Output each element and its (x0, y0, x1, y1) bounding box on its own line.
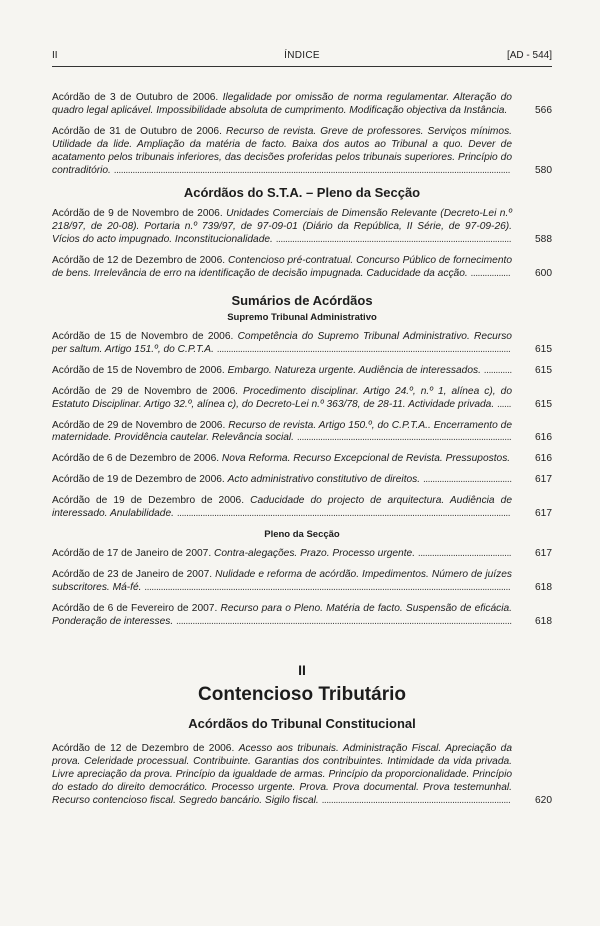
page-number: 580 (535, 164, 552, 176)
index-entry (52, 474, 552, 487)
entry-summary: Recurso de revista. Artigo 150.º, do C.P.T.A.. Encerramento de maternidade. Providência cautelar. Relevância social. (52, 419, 512, 444)
entry-summary: Contra-alegações. Prazo. Processo urgente. (214, 547, 416, 559)
entry-summary: Nulidade e reforma de acórdão. Impedimentos. Número de juízes subscritores. Má-fé. (52, 568, 512, 593)
index-content (52, 92, 552, 816)
index-entry (52, 331, 552, 357)
entry-summary: Acto administrativo constitutivo de direitos. (227, 474, 421, 486)
index-entry (52, 255, 552, 281)
index-entry (52, 603, 552, 629)
dot-leader: ...................................... (422, 474, 512, 486)
entry-text (52, 743, 512, 808)
entry-summary: Acesso aos tribunais. Administração Fiscal. Apreciação da prova. Celeridade processual. Contribuinte. Garantias dos contribuintes. Intimidade da vida privada. Livre apreciação da prova. Princípio da igualdade de armas. Princípio da proporcionalidade. Princípio do estado do direito democrático. Processo urgente. Prova. Prova documental. Prova testemunhal. Recurso contencioso fiscal. Segredo bancário. Sigilo fiscal. (52, 743, 512, 807)
page-number: 615 (535, 398, 552, 410)
dot-leader: ................................................................................. (321, 795, 511, 807)
entry-text (52, 386, 512, 412)
index-entry (52, 495, 552, 521)
entry-text (52, 365, 512, 378)
entry-text (52, 420, 512, 446)
page-number: 566 (535, 104, 552, 116)
header-reference: [AD - 544] (506, 50, 552, 61)
entry-date: Acórdão de 31 de Outubro de 2006. (52, 125, 222, 137)
entry-text (52, 548, 512, 561)
dot-leader: ...... (497, 398, 511, 410)
entry-date: Acórdão de 6 de Fevereiro de 2007. (52, 602, 218, 614)
page-number: 617 (535, 474, 552, 486)
entry-summary: Competência do Supremo Tribunal Administrativo. Recurso per saltum. Artigo 151.º, do C.P.T.A. (52, 330, 512, 355)
dot-leader: ................................................................................................................................................ (176, 615, 512, 627)
entry-text (52, 474, 512, 487)
index-entry (52, 569, 552, 595)
page-number: 616 (535, 432, 552, 444)
part-title: Contencioso Tributário (198, 684, 406, 706)
section-title-tc: Acórdãos do Tribunal Constitucional (188, 716, 416, 732)
page-number: 617 (535, 547, 552, 559)
dot-leader: ............................................................................................................................................... (176, 508, 511, 520)
entries-group-2 (52, 208, 552, 281)
entry-summary: Nova Reforma. Recurso Excepcional de Revista. Pressupostos. (221, 453, 511, 465)
entry-date: Acórdão de 3 de Outubro de 2006. (52, 92, 219, 103)
entry-summary: Embargo. Natureza urgente. Audiência de interessados. (227, 364, 481, 376)
index-entry (52, 365, 552, 378)
header-rule (52, 66, 552, 67)
entry-date: Acórdão de 15 de Novembro de 2006. (52, 364, 225, 376)
page-number: 615 (535, 364, 552, 376)
entry-text (52, 255, 512, 281)
entries-group-5 (52, 743, 552, 808)
entry-text (52, 569, 512, 595)
dot-leader: ............................................................................................ (296, 432, 512, 444)
entry-summary: Ilegalidade por omissão de norma regulamentar. Alteração do quadro legal aplicável. Impossibilidade absoluta de cumprimento. Modificação objectiva da Instância. (52, 92, 512, 116)
dot-leader: ................. (470, 268, 511, 280)
dot-leader: .............................................................................................................................. (216, 343, 511, 355)
entry-text (52, 603, 512, 629)
dot-leader: ............ (483, 364, 512, 376)
dot-leader: .......................................................................................................................................................................... (113, 164, 510, 176)
entry-summary: Caducidade do projecto de arquitectura. Audiência de interessado. Anulabilidade. (52, 495, 512, 520)
section-title-sumarios: Sumários de Acórdãos (231, 292, 373, 308)
header-left: II (52, 50, 58, 61)
entry-date: Acórdão de 19 de Dezembro de 2006. (52, 474, 225, 486)
page-number: 618 (535, 615, 552, 627)
page-number: 588 (535, 234, 552, 246)
entry-date: Acórdão de 29 de Novembro de 2006. (52, 419, 226, 431)
index-entry (52, 386, 552, 412)
entry-text (52, 495, 512, 521)
index-entry (52, 420, 552, 446)
part-number: II (298, 662, 306, 679)
index-entry (52, 126, 552, 178)
page-number: 600 (535, 268, 552, 280)
entry-date: Acórdão de 12 de Dezembro de 2006. (52, 255, 226, 267)
entry-summary: Recurso para o Pleno. Matéria de facto. Suspensão de eficácia. Ponderação de interesses. (52, 602, 512, 627)
page-number: 620 (535, 795, 552, 807)
index-entry (52, 208, 552, 247)
page-number: 617 (535, 508, 552, 520)
entries-group-1 (52, 92, 552, 177)
entry-date: Acórdão de 12 de Dezembro de 2006. (52, 743, 235, 755)
index-entry (52, 743, 552, 808)
entry-text (52, 208, 512, 247)
entry-text (52, 126, 512, 178)
entries-group-3 (52, 331, 552, 521)
page-number: 616 (535, 453, 552, 465)
entry-date: Acórdão de 15 de Novembro de 2006. (52, 330, 234, 342)
entry-date: Acórdão de 17 de Janeiro de 2007. (52, 547, 212, 559)
entry-text (52, 331, 512, 357)
section-title-sta: Acórdãos do S.T.A. – Pleno da Secção (183, 185, 421, 201)
dot-leader: ..................................................................................................... (275, 234, 512, 246)
subsection-pleno: Pleno da Secção (264, 528, 340, 540)
page-number: 615 (535, 343, 552, 355)
entry-text (52, 92, 512, 118)
entry-summary: Procedimento disciplinar. Artigo 24.º, n.º 1, alínea c), do Estatuto Disciplinar. Artigo 32.º, alínea c), do Decreto-Lei n.º 363/78, de 28-11. Actividade privada. (52, 385, 512, 410)
index-entry (52, 92, 552, 118)
dot-leader: ............................................................................................................................................................. (144, 581, 511, 593)
entry-summary: Unidades Comerciais de Dimensão Relevante (Decreto-Lei n.º 218/97, de 20-08). Portaria n.º 739/97, de 97-09-01 (Diário da República, II Série, de 97-09-26). Vícios do acto impugnado. Inconstitucionalidade. (52, 208, 513, 246)
page-number: 618 (535, 581, 552, 593)
index-entry (52, 453, 552, 466)
entry-date: Acórdão de 29 de Novembro de 2006. (52, 385, 238, 397)
page-header (52, 50, 552, 64)
dot-leader: ........................................ (417, 547, 512, 559)
entry-date: Acórdão de 19 de Dezembro de 2006. (52, 495, 245, 507)
entry-date: Acórdão de 6 de Dezembro de 2006. (52, 453, 220, 465)
header-title: ÍNDICE (284, 50, 320, 61)
subsection-supremo: Supremo Tribunal Administrativo (227, 311, 377, 323)
entry-summary: Contencioso pré-contratual. Concurso Público de fornecimento de bens. Irrelevância de erro na identificação de decisão impugnada. Caducidade da acção. (52, 255, 512, 280)
entries-group-4 (52, 548, 552, 629)
entry-text (52, 453, 512, 466)
entry-summary: Recurso de revista. Greve de professores. Serviços mínimos. Utilidade da lide. Ampliação da matéria de facto. Baixa dos autos ao Tribunal a quo. Dever de acatamento pelos tribunais inferiores, das decisões proferidas pelos tribunais superiores. Princípio do contraditório. (52, 125, 512, 176)
entry-date: Acórdão de 9 de Novembro de 2006. (52, 208, 223, 220)
index-entry (52, 548, 552, 561)
entry-date: Acórdão de 23 de Janeiro de 2007. (52, 568, 213, 580)
